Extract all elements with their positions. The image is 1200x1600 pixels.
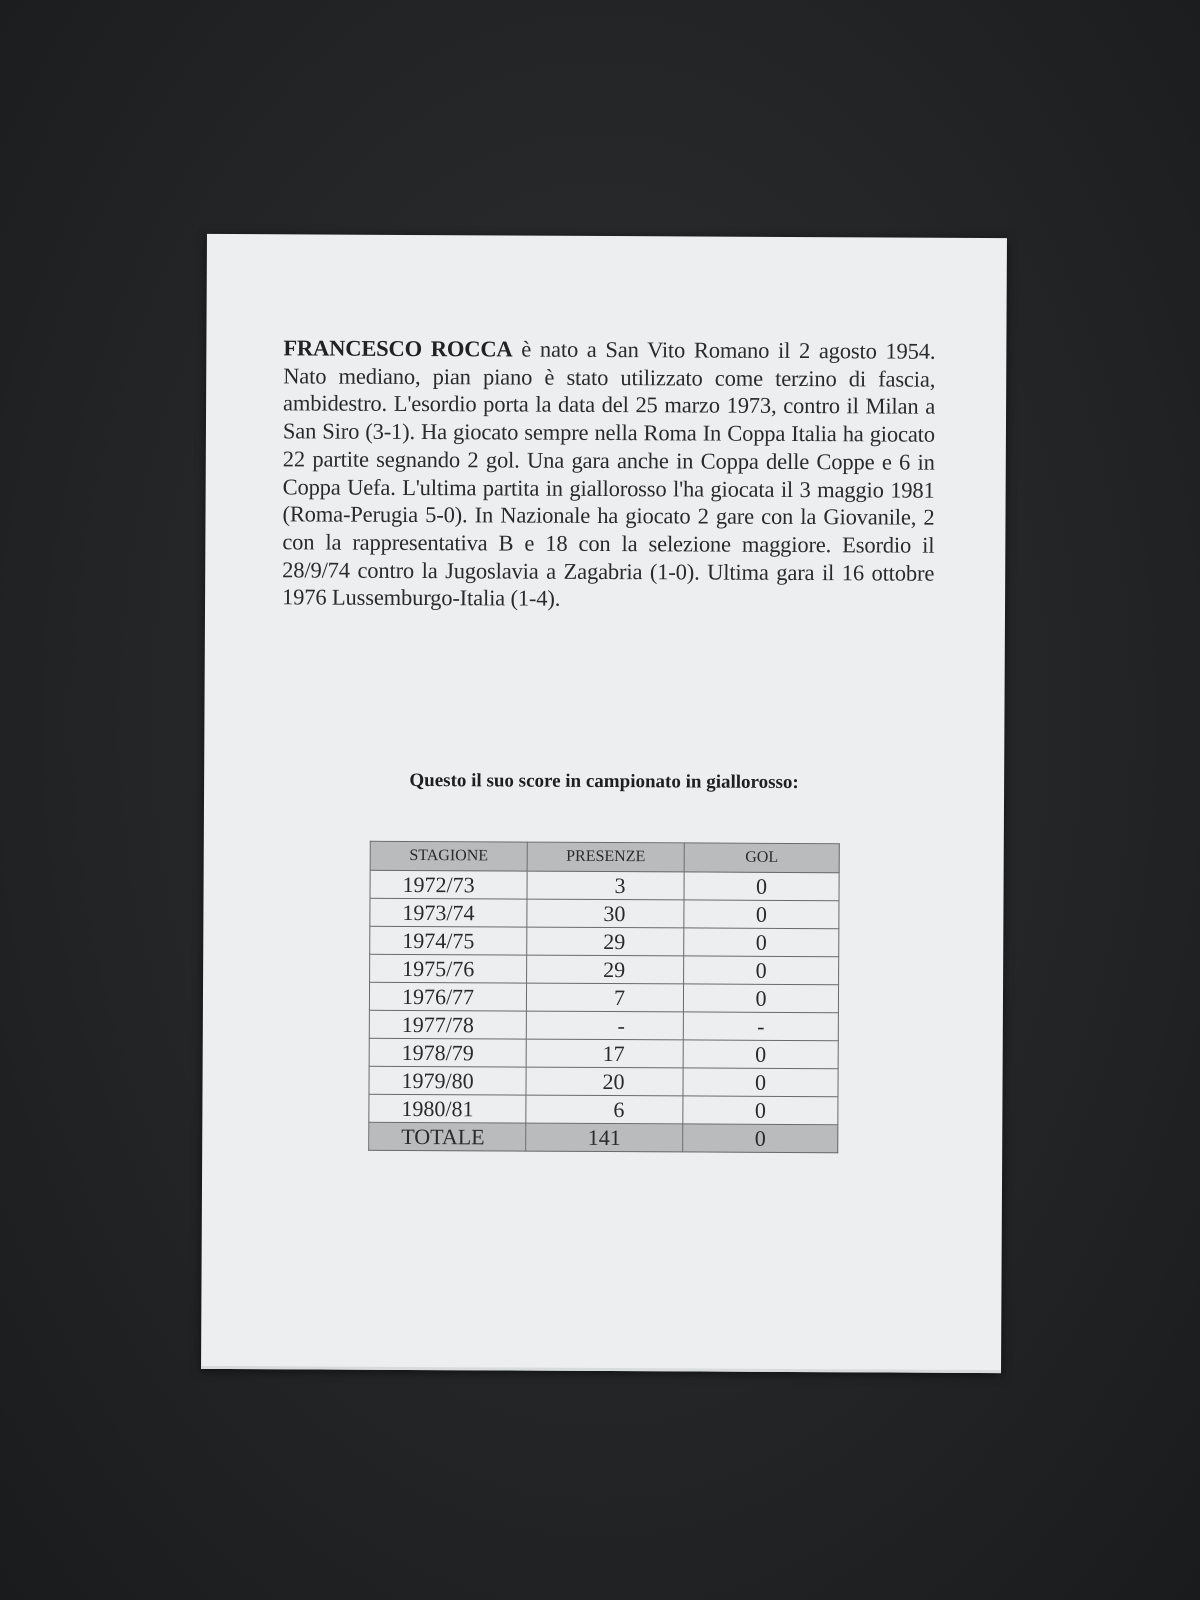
gol-cell: 0 (683, 1096, 838, 1125)
table-row (369, 1010, 838, 1040)
biography-text: è nato a San Vito Romano il 2 agosto 1954. Nato mediano, pian piano è stato utilizzato come terzino di fascia, ambidestro. L'esordio porta la data del 25 marzo 1973, contro il Milan a San Siro (3-1). Ha giocato sempre nella Roma In Coppa Italia ha giocato 22 partite segnando 2 gol. Una gara anche in Coppa delle Coppe e 6 in Coppa Uefa. L'ultima partita in giallorosso l'ha giocata il 3 maggio 1981 (Roma-Perugia 5-0). In Nazionale ha giocato 2 gare con la Giovanile, 2 con la rappresentativa B e 18 con la selezione maggiore. Esordio il 28/9/74 contro la Jugoslavia a Zagabria (1-0). Ultima gara il 16 ottobre 1976 Lussemburgo-Italia (1-4). (282, 336, 936, 612)
gol-cell: 0 (683, 1068, 838, 1097)
biography-paragraph (282, 334, 935, 614)
presenze-cell: 30 (527, 899, 684, 928)
table-row (370, 898, 839, 928)
presenze-cell: 17 (526, 1039, 683, 1068)
header-stagione: STAGIONE (370, 841, 527, 871)
header-gol: GOL (684, 843, 839, 873)
table-header-row (370, 841, 839, 872)
season-cell: 1977/78 (369, 1010, 526, 1039)
document-card (201, 234, 1007, 1373)
gol-cell: 0 (683, 984, 838, 1013)
season-cell: 1973/74 (370, 898, 527, 927)
gol-cell: 0 (684, 900, 839, 929)
gol-cell: 0 (684, 872, 839, 901)
season-cell: 1975/76 (370, 954, 527, 983)
presenze-cell: 29 (527, 955, 684, 984)
table-row (369, 982, 838, 1012)
score-table (368, 841, 840, 1153)
season-cell: 1980/81 (369, 1094, 526, 1123)
table-row (369, 1094, 838, 1124)
presenze-cell: 6 (526, 1095, 683, 1124)
presenze-cell: 29 (527, 927, 684, 956)
season-cell: 1974/75 (370, 926, 527, 955)
presenze-cell: - (526, 1011, 683, 1040)
total-label-cell: TOTALE (369, 1122, 526, 1151)
season-cell: 1976/77 (369, 982, 526, 1011)
season-cell: 1978/79 (369, 1038, 526, 1067)
total-presenze-cell: 141 (526, 1123, 683, 1152)
gol-cell: 0 (683, 1040, 838, 1069)
table-row (370, 954, 839, 984)
season-cell: 1972/73 (370, 870, 527, 899)
total-row (369, 1122, 838, 1152)
player-name: FRANCESCO ROCCA (283, 335, 513, 362)
presenze-cell: 3 (527, 871, 684, 900)
season-cell: 1979/80 (369, 1066, 526, 1095)
table-row (369, 1038, 838, 1068)
table-row (370, 926, 839, 956)
presenze-cell: 20 (526, 1067, 683, 1096)
gol-cell: 0 (684, 956, 839, 985)
table-row (370, 870, 839, 900)
table-row (369, 1066, 838, 1096)
total-gol-cell: 0 (683, 1124, 838, 1153)
presenze-cell: 7 (526, 983, 683, 1012)
gol-cell: 0 (684, 928, 839, 957)
gol-cell: - (683, 1012, 838, 1041)
header-presenze: PRESENZE (527, 842, 684, 872)
score-title: Questo il suo score in campionato in giallorosso: (409, 769, 799, 794)
